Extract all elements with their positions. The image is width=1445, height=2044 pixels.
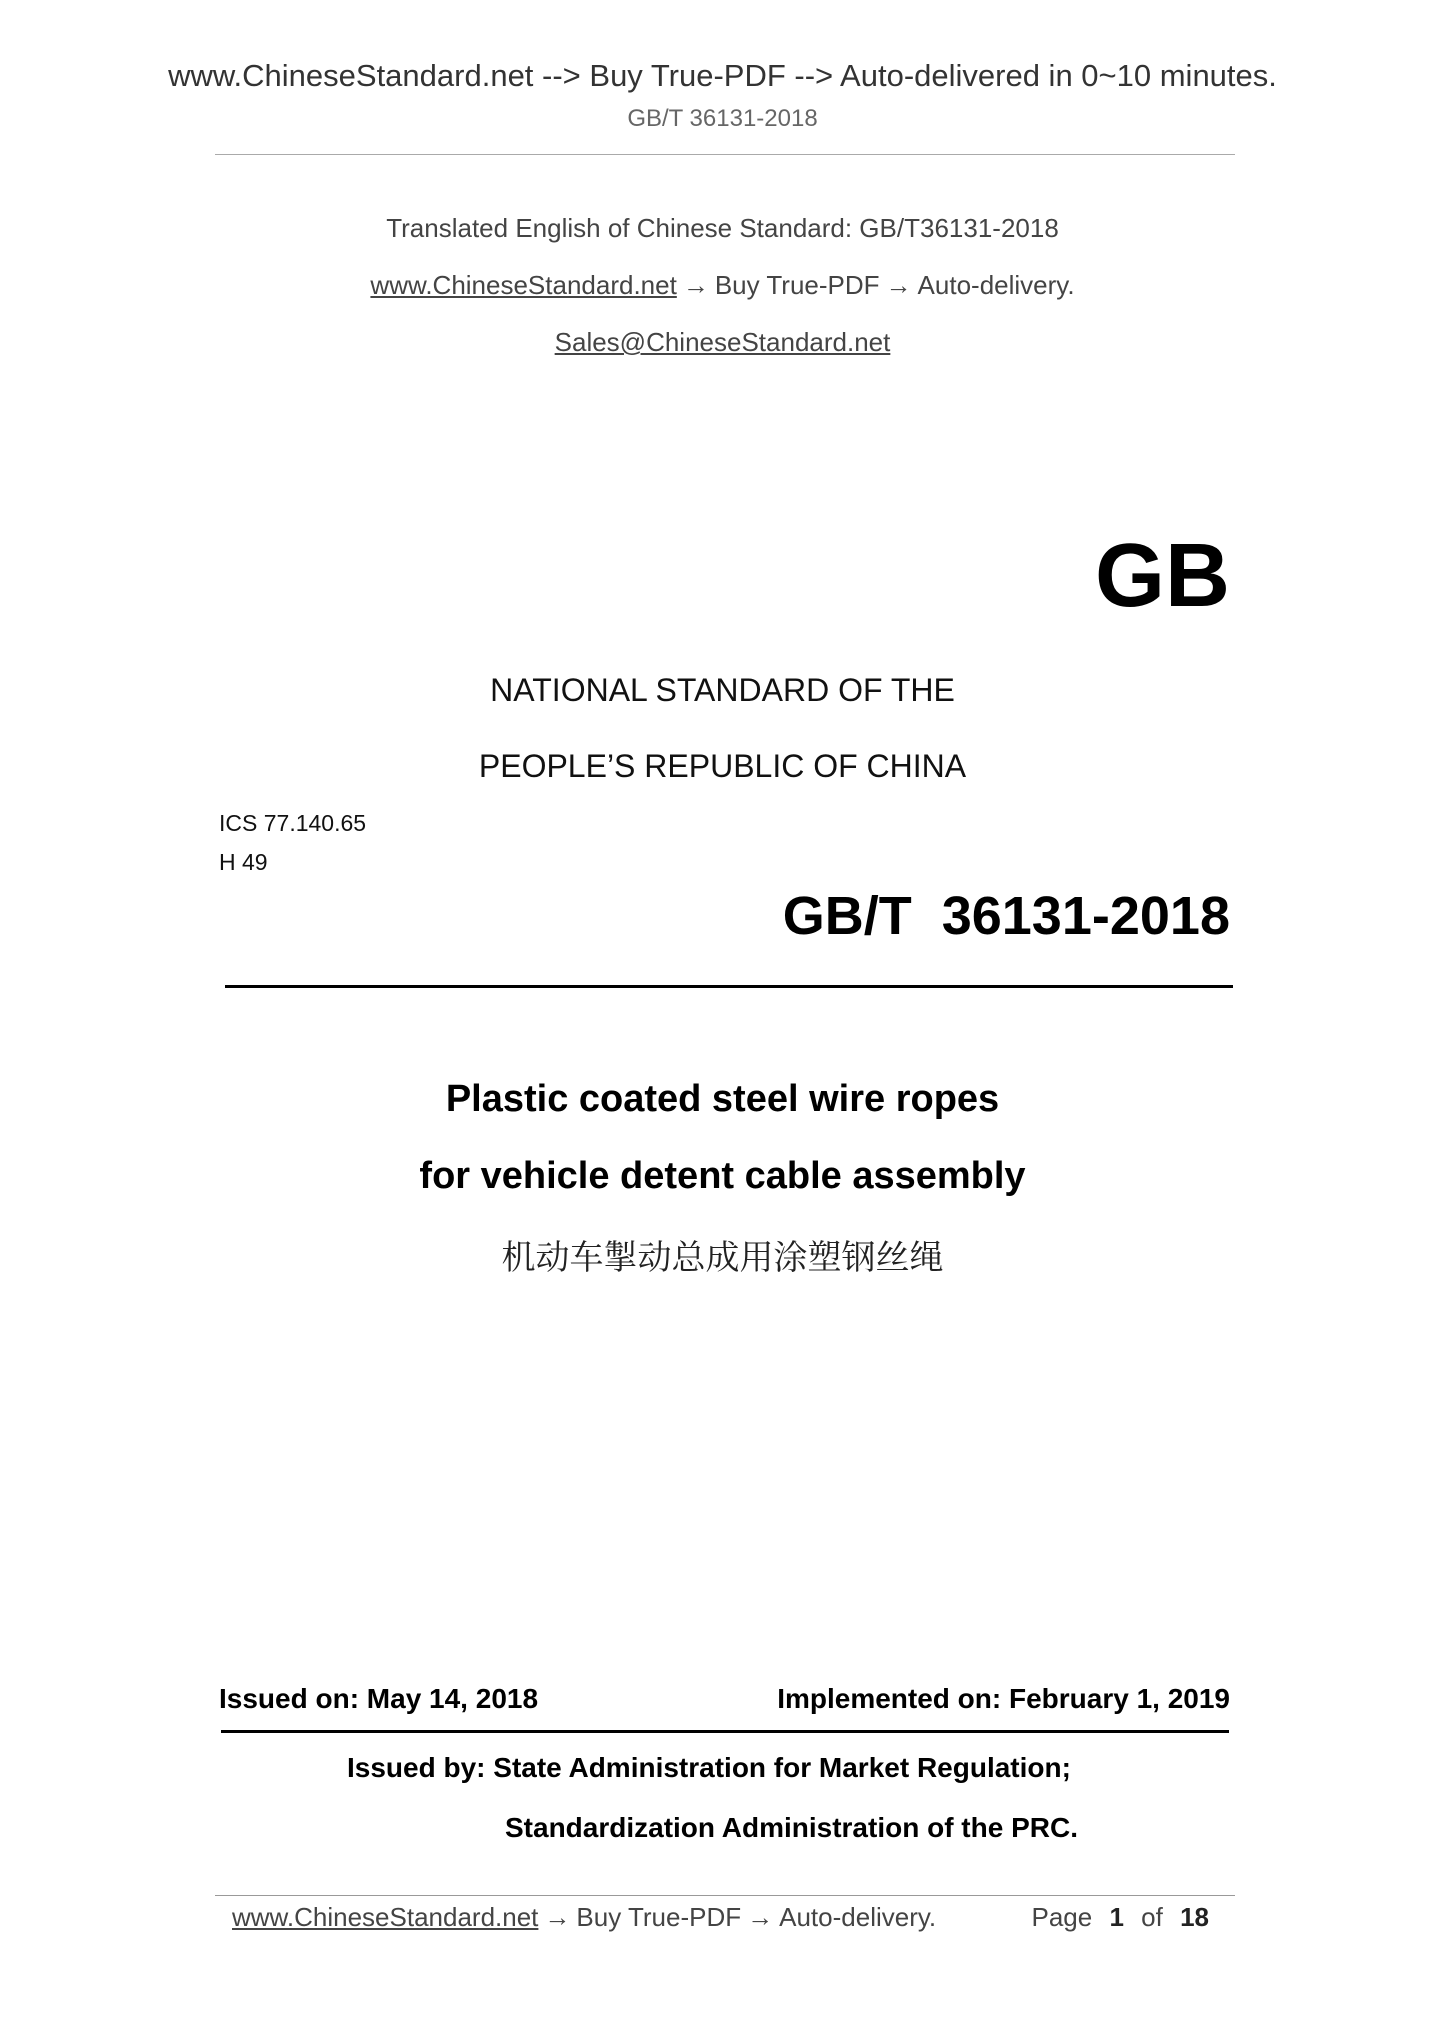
page-of: of xyxy=(1141,1902,1163,1932)
footer-divider xyxy=(215,1895,1235,1896)
footer-delivery-text: Auto-delivery. xyxy=(779,1902,937,1932)
intro-email-line xyxy=(0,327,1445,358)
standard-number: GB/T 36131-2018 xyxy=(782,886,1230,946)
title-cn: 机动车掣动总成用涂塑钢丝绳 xyxy=(501,1238,944,1278)
title-en-line1: Plastic coated steel wire ropes xyxy=(445,1078,1000,1120)
footer-site-link[interactable]: www.ChineseStandard.net xyxy=(232,1902,539,1932)
intro-site-link[interactable]: www.ChineseStandard.net xyxy=(370,270,677,300)
title-en-line2: for vehicle detent cable assembly xyxy=(419,1155,1026,1197)
page-total: 18 xyxy=(1180,1902,1209,1932)
national-standard-line2: PEOPLE’S REPUBLIC OF CHINA xyxy=(478,748,967,784)
issued-by-line1: Issued by: State Administration for Market Regulation; xyxy=(347,1752,1071,1783)
implemented-on: Implemented on: February 1, 2019 xyxy=(777,1683,1230,1714)
page-indicator xyxy=(1031,1902,1209,1933)
sales-email-link[interactable]: Sales@ChineseStandard.net xyxy=(554,327,891,357)
ics-code: ICS 77.140.65 xyxy=(219,810,367,836)
arrow-right-icon: → xyxy=(682,270,709,300)
page-label: Page xyxy=(1031,1902,1093,1932)
arrow-right-icon: → xyxy=(544,1902,571,1932)
header-banner: www.ChineseStandard.net --> Buy True-PDF --> Auto-delivered in 0~10 minutes. xyxy=(168,58,1277,93)
standard-number-divider xyxy=(225,985,1233,988)
header-doc-code: GB/T 36131-2018 xyxy=(627,105,818,132)
arrow-right-icon: → xyxy=(885,270,912,300)
header-divider xyxy=(215,154,1235,155)
footer-purchase-line xyxy=(232,1902,936,1933)
page-current: 1 xyxy=(1109,1902,1124,1932)
issued-on: Issued on: May 14, 2018 xyxy=(219,1683,539,1714)
h-code: H 49 xyxy=(219,849,268,875)
gb-mark: GB xyxy=(1095,526,1230,626)
issued-by-line2: Standardization Administration of the PRC. xyxy=(505,1812,1078,1843)
arrow-right-icon: → xyxy=(747,1902,774,1932)
intro-buy-text: Buy True-PDF xyxy=(714,270,880,300)
translated-line: Translated English of Chinese Standard: GB/T36131-2018 xyxy=(386,213,1059,243)
intro-purchase-line xyxy=(0,270,1445,301)
dates-divider xyxy=(221,1730,1229,1733)
intro-delivery-text: Auto-delivery. xyxy=(917,270,1075,300)
national-standard-line1: NATIONAL STANDARD OF THE xyxy=(490,672,955,708)
footer-buy-text: Buy True-PDF xyxy=(576,1902,742,1932)
